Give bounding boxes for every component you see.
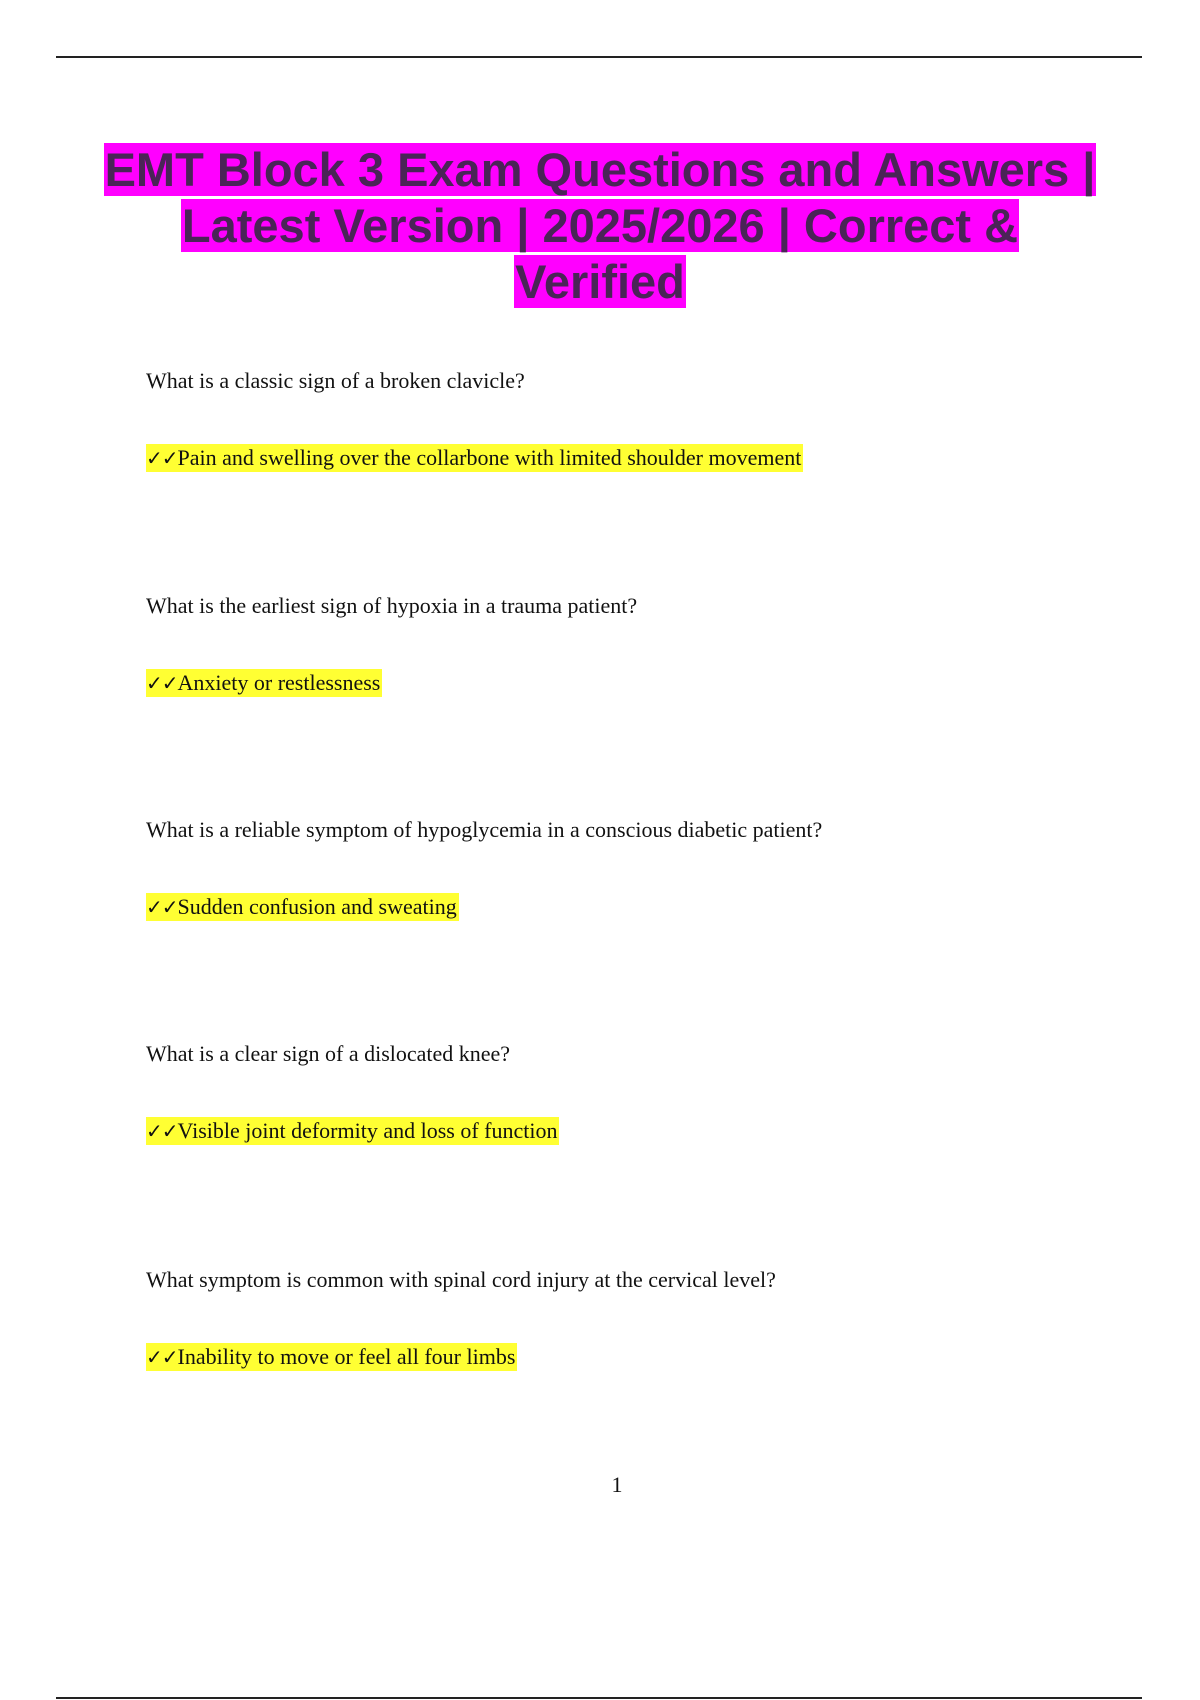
answer-4 bbox=[146, 1117, 559, 1145]
document-title-text: EMT Block 3 Exam Questions and Answers | Latest Version | 2025/2026 | Correct & Verified bbox=[104, 143, 1096, 308]
qa-item-4 bbox=[146, 1041, 1106, 1145]
check-icon: ✓✓ bbox=[146, 895, 178, 919]
question-4: What is a clear sign of a dislocated knee? bbox=[146, 1041, 511, 1066]
check-icon: ✓✓ bbox=[146, 446, 178, 470]
answer-2 bbox=[146, 669, 382, 697]
answer-1 bbox=[146, 444, 803, 472]
question-3: What is a reliable symptom of hypoglycemia in a conscious diabetic patient? bbox=[146, 817, 823, 842]
qa-item-1 bbox=[146, 368, 1106, 472]
answer-4-text: Visible joint deformity and loss of function bbox=[177, 1118, 558, 1143]
qa-item-5 bbox=[146, 1267, 1106, 1371]
answer-5 bbox=[146, 1343, 517, 1371]
answer-2-text: Anxiety or restlessness bbox=[177, 670, 381, 695]
check-icon: ✓✓ bbox=[146, 1345, 178, 1369]
bottom-rule bbox=[56, 1697, 1142, 1699]
top-rule bbox=[56, 56, 1142, 58]
qa-item-2 bbox=[146, 593, 1106, 697]
answer-3 bbox=[146, 893, 459, 921]
question-1: What is a classic sign of a broken clavicle? bbox=[146, 368, 525, 393]
answer-1-text: Pain and swelling over the collarbone with limited shoulder movement bbox=[177, 445, 802, 470]
answer-3-text: Sudden confusion and sweating bbox=[177, 894, 457, 919]
qa-item-3 bbox=[146, 817, 1106, 921]
question-2: What is the earliest sign of hypoxia in a trauma patient? bbox=[146, 593, 638, 618]
document-title bbox=[100, 142, 1100, 310]
check-icon: ✓✓ bbox=[146, 1119, 178, 1143]
page-number: 1 bbox=[611, 1472, 623, 1497]
check-icon: ✓✓ bbox=[146, 671, 178, 695]
question-5: What symptom is common with spinal cord injury at the cervical level? bbox=[146, 1267, 776, 1292]
answer-5-text: Inability to move or feel all four limbs bbox=[177, 1344, 516, 1369]
